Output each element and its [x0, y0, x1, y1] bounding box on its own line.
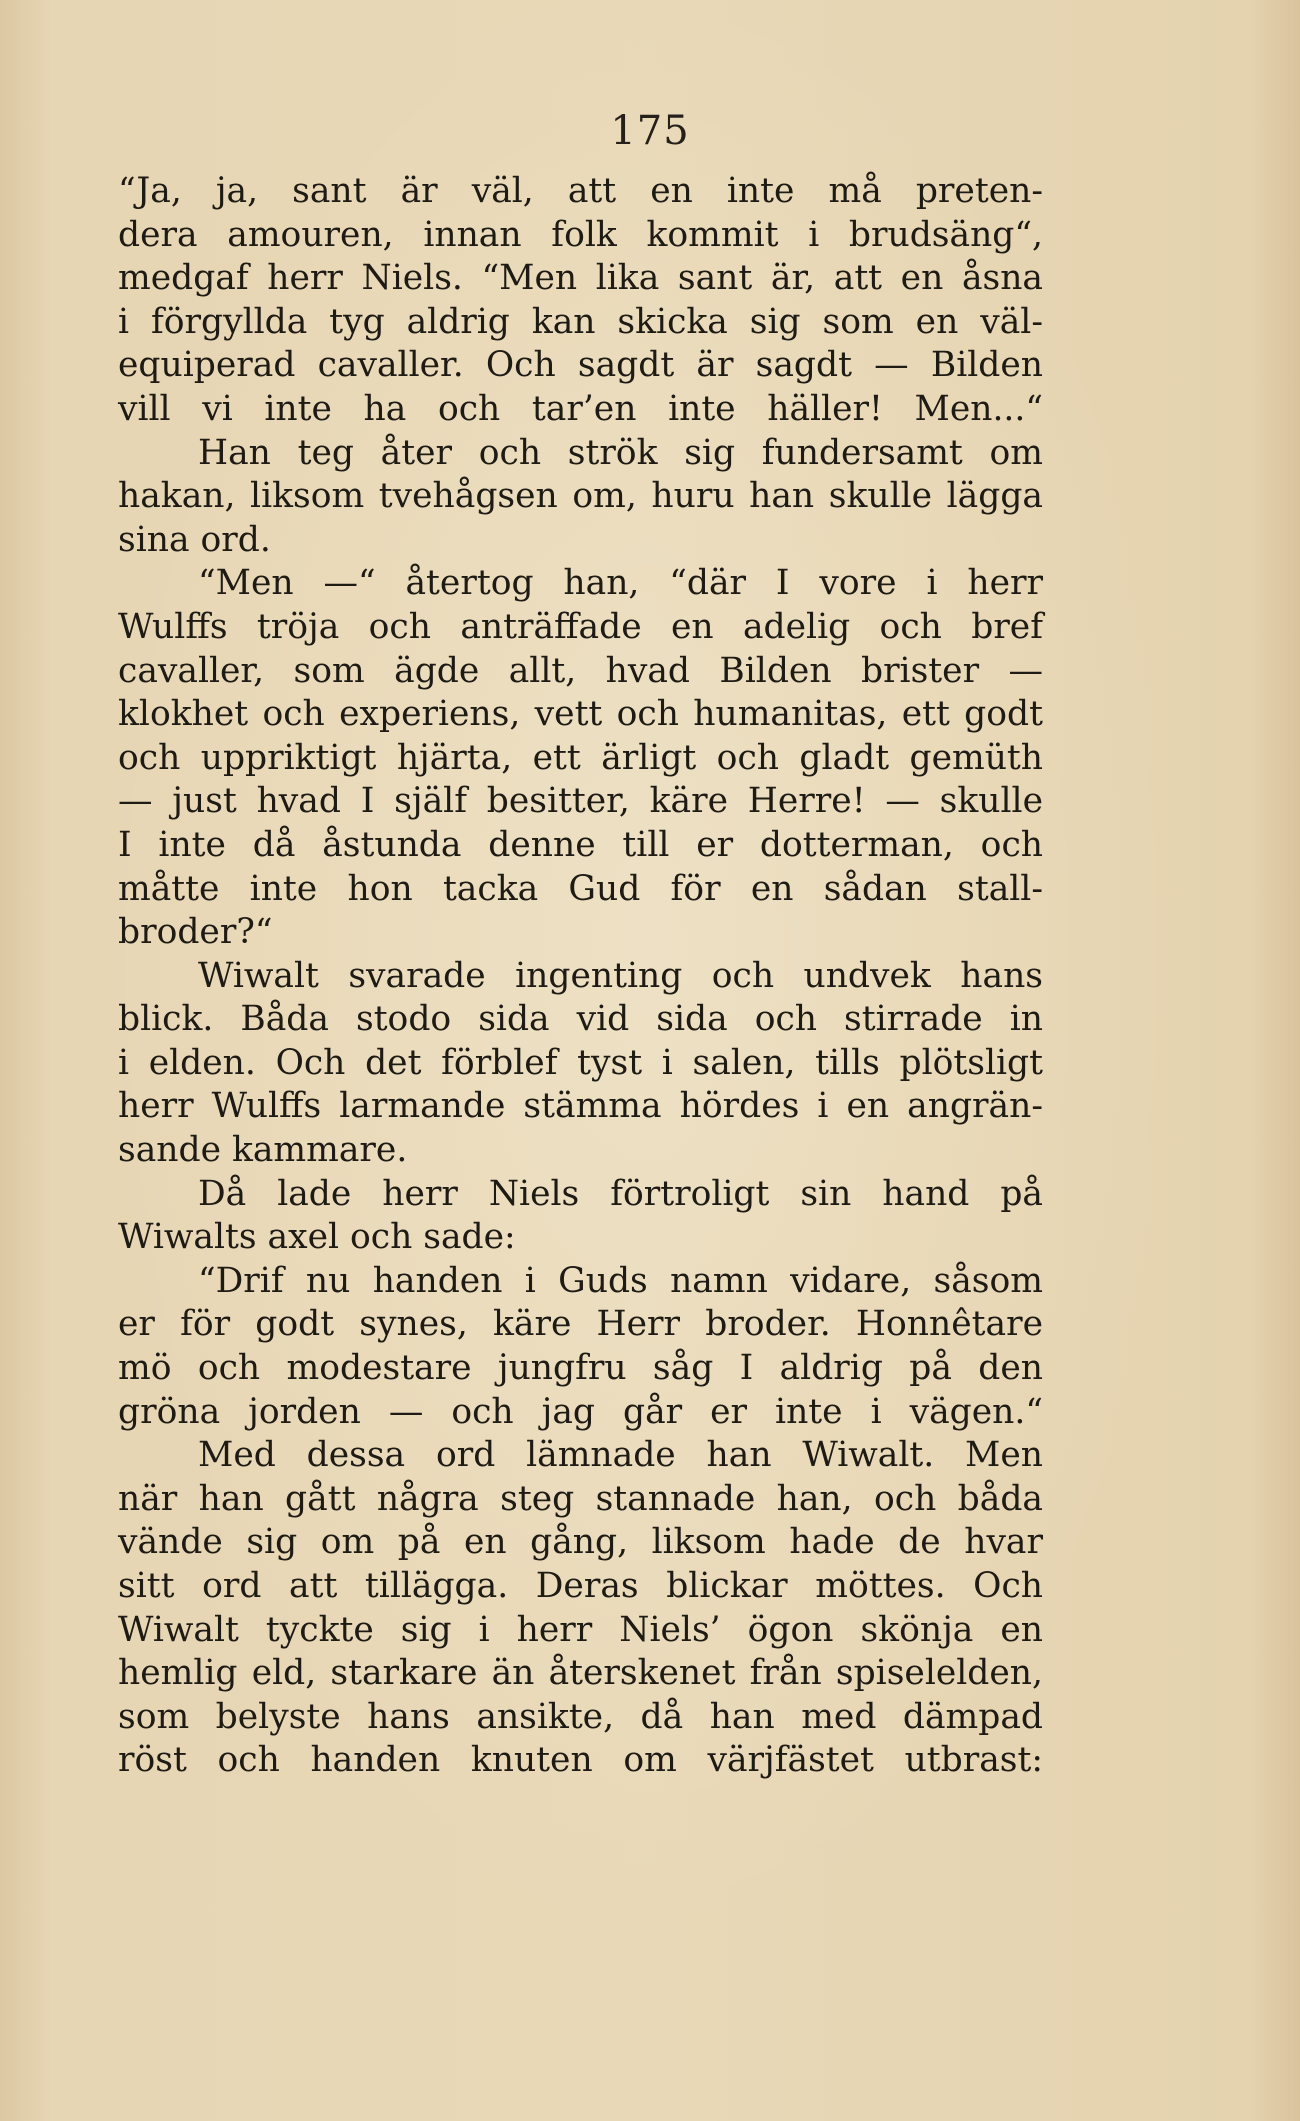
text-line: — just hvad I själf besitter, käre Herre! — skulle — [118, 781, 1043, 822]
text-line: hakan, liksom tvehågsen om, huru han skulle lägga — [118, 476, 1043, 517]
text-line: gröna jorden — och jag går er inte i vägen.“ — [118, 1391, 1043, 1432]
text-line: hemlig eld, starkare än återskenet från spiselelden, — [118, 1653, 1043, 1694]
page-number: 175 — [610, 108, 690, 154]
text-line: cavaller, som ägde allt, hvad Bilden brister — — [118, 650, 1043, 691]
text-line: Wulffs tröja och anträffade en adelig och bref — [118, 606, 1043, 647]
text-line: mö och modestare jungfru såg I aldrig på den — [118, 1348, 1043, 1389]
text-line: medgaf herr Niels. “Men lika sant är, att en åsna — [118, 258, 1043, 299]
text-line: och uppriktigt hjärta, ett ärligt och gladt gemüth — [118, 737, 1043, 778]
text-line: sitt ord att tillägga. Deras blickar möttes. Och — [118, 1566, 1043, 1606]
text-line: i förgyllda tyg aldrig kan skicka sig som en väl- — [118, 301, 1043, 342]
text-line: Han teg åter och strök sig fundersamt om — [198, 432, 1043, 473]
text-line: I inte då åstunda denne till er dotterman, och — [118, 824, 1043, 865]
text-line: er för godt synes, käre Herr broder. Honnêtare — [118, 1304, 1043, 1345]
text-line: equiperad cavaller. Och sagdt är sagdt — Bilden — [118, 345, 1043, 386]
text-line: när han gått några steg stannade han, och båda — [118, 1478, 1043, 1519]
text-line: “Drif nu handen i Guds namn vidare, såsom — [198, 1260, 1043, 1301]
text-line: som belyste hans ansikte, då han med dämpad — [118, 1696, 1043, 1737]
text-line: klokhet och experiens, vett och humanitas, ett godt — [118, 694, 1043, 735]
text-line: Med dessa ord lämnade han Wiwalt. Men — [198, 1435, 1043, 1476]
text-line: herr Wulffs larmande stämma hördes i en angrän- — [118, 1086, 1043, 1127]
text-line: “Men —“ återtog han, “där I vore i herr — [198, 563, 1043, 604]
text-line: Wiwalts axel och sade: — [118, 1217, 516, 1258]
text-line: Wiwalt tyckte sig i herr Niels’ ögon skönja en — [118, 1609, 1043, 1650]
text-line: i elden. Och det förblef tyst i salen, tills plötsligt — [118, 1042, 1043, 1083]
body-text — [118, 170, 1043, 1783]
text-line: Wiwalt svarade ingenting och undvek hans — [198, 955, 1043, 996]
text-line: röst och handen knuten om värjfästet utbrast: — [118, 1740, 1043, 1781]
text-line: broder?“ — [118, 912, 273, 953]
text-line: Då lade herr Niels förtroligt sin hand på — [198, 1173, 1043, 1214]
text-line: vill vi inte ha och tar’en inte häller! Men...“ — [118, 388, 1043, 429]
text-line: måtte inte hon tacka Gud för en sådan stall- — [118, 868, 1043, 909]
text-line: dera amouren, innan folk kommit i brudsäng“, — [118, 214, 1043, 255]
text-line: sina ord. — [118, 519, 271, 560]
text-line: blick. Båda stodo sida vid sida och stirrade in — [118, 999, 1043, 1040]
text-line: sande kammare. — [118, 1130, 408, 1171]
text-line: “Ja, ja, sant är väl, att en inte må preten- — [118, 171, 1043, 211]
text-line: vände sig om på en gång, liksom hade de hvar — [118, 1522, 1043, 1563]
